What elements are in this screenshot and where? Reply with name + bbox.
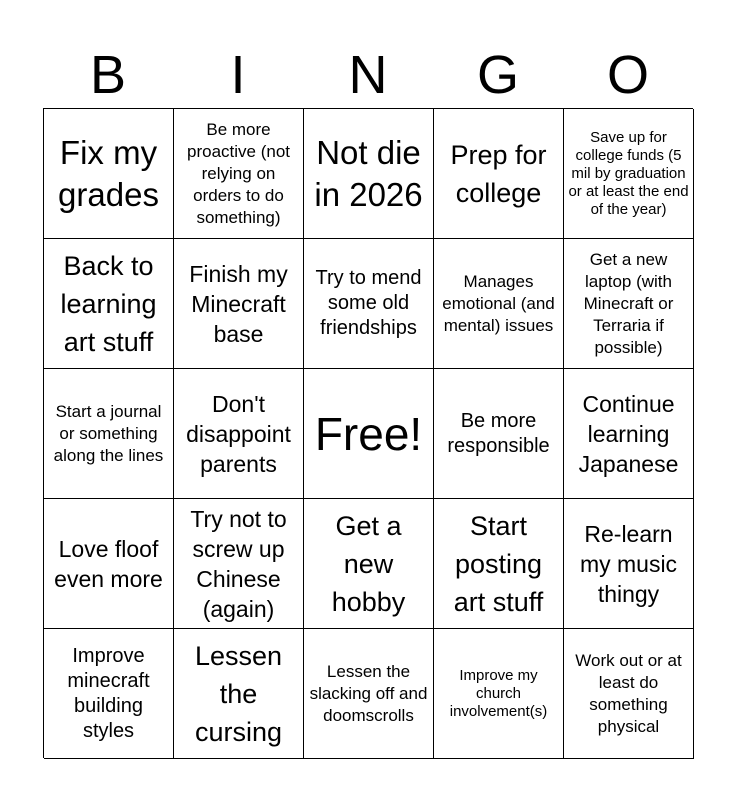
bingo-cell[interactable] — [564, 369, 694, 499]
bingo-cell[interactable] — [304, 629, 434, 759]
bingo-cell[interactable] — [174, 499, 304, 629]
cell-text: Be more responsible — [447, 409, 550, 457]
cell-text: Save up for college funds (5 mil by graduation or at least the end of the year) — [568, 128, 689, 218]
bingo-cell[interactable] — [44, 109, 174, 239]
bingo-cell[interactable] — [44, 239, 174, 369]
cell-text: Work out or at least do something physical — [575, 650, 682, 736]
bingo-cell[interactable] — [304, 109, 434, 239]
header-letter-b: B — [89, 45, 127, 105]
bingo-cell[interactable] — [174, 109, 304, 239]
free-space-cell[interactable] — [304, 369, 434, 499]
bingo-cell[interactable] — [304, 239, 434, 369]
cell-text: Continue learning Japanese — [578, 390, 679, 477]
bingo-cell[interactable] — [564, 629, 694, 759]
bingo-cell[interactable] — [174, 239, 304, 369]
cell-text: Be more proactive (not relying on orders to do something) — [187, 119, 290, 227]
cell-text: Start posting art stuff — [453, 510, 544, 617]
cell-text: Try to mend some old friendships — [315, 267, 422, 339]
free-space-text: Free! — [314, 407, 423, 460]
cell-text: Prep for college — [450, 139, 547, 208]
bingo-cell[interactable] — [44, 629, 174, 759]
cell-text: Don't disappoint parents — [186, 390, 291, 477]
header-letter-o: O — [606, 45, 649, 105]
bingo-cell[interactable] — [434, 109, 564, 239]
header-letter-g: G — [476, 45, 519, 105]
cell-text: Get a new hobby — [331, 510, 406, 617]
bingo-cell[interactable] — [564, 499, 694, 629]
cell-text: Improve my church involvement(s) — [449, 666, 548, 720]
cell-text: Try not to screw up Chinese (again) — [190, 505, 287, 622]
bingo-cell[interactable] — [174, 369, 304, 499]
bingo-cell[interactable] — [44, 499, 174, 629]
bingo-cell[interactable] — [434, 239, 564, 369]
bingo-cell[interactable] — [564, 239, 694, 369]
cell-text: Get a new laptop (with Minecraft or Terraria if possible) — [583, 249, 674, 357]
bingo-cell[interactable] — [434, 369, 564, 499]
bingo-cell[interactable] — [564, 109, 694, 239]
cell-text: Re-learn my music thingy — [579, 520, 678, 607]
bingo-cell[interactable] — [434, 629, 564, 759]
header-letter-i: I — [230, 45, 246, 105]
header-letter-n: N — [348, 45, 388, 105]
bingo-cell[interactable] — [44, 369, 174, 499]
bingo-cell[interactable] — [174, 629, 304, 759]
cell-text: Lessen the cursing — [194, 640, 283, 747]
cell-text: Start a journal or something along the lines — [53, 401, 164, 465]
cell-text: Manages emotional (and mental) issues — [442, 271, 555, 335]
cell-text: Improve minecraft building styles — [67, 644, 150, 742]
bingo-cell[interactable] — [434, 499, 564, 629]
cell-text: Fix my grades — [58, 133, 159, 213]
bingo-grid — [43, 108, 693, 758]
bingo-header — [43, 44, 693, 106]
cell-text: Love floof even more — [54, 535, 163, 592]
cell-text: Finish my Minecraft base — [189, 260, 288, 347]
cell-text: Not die in 2026 — [314, 133, 423, 213]
bingo-cell[interactable] — [304, 499, 434, 629]
cell-text: Back to learning art stuff — [60, 250, 157, 357]
cell-text: Lessen the slacking off and doomscrolls — [309, 661, 428, 725]
